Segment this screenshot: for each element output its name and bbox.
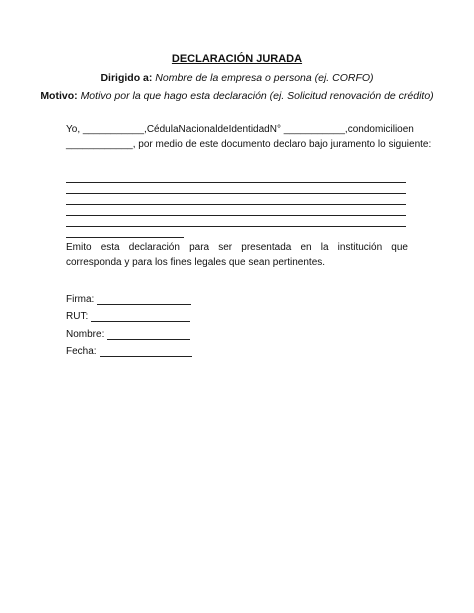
addressee-label: Dirigido a: xyxy=(100,72,153,84)
nombre-label: Nombre: xyxy=(66,328,105,340)
firma-label: Firma: xyxy=(66,293,95,305)
intro-line-1 xyxy=(66,122,414,137)
rut-label: RUT: xyxy=(66,311,89,322)
rut-field xyxy=(66,305,192,323)
fecha-blank[interactable] xyxy=(100,346,192,357)
intro-word: domicilio xyxy=(363,124,403,135)
intro-line-2: ____________, por medio de este documento declaro bajo juramento lo siguiente: xyxy=(66,139,432,150)
fecha-field xyxy=(66,340,192,358)
intro-word: N° ___________, xyxy=(269,124,348,135)
declaration-line[interactable] xyxy=(66,183,406,194)
nombre-blank[interactable] xyxy=(107,329,190,340)
intro-word: de xyxy=(217,124,229,135)
closing-paragraph: Emito esta declaración para ser presentada en la institución que corresponda y para los fines legales que sean pertinentes. xyxy=(66,242,408,268)
intro-word: con xyxy=(347,124,364,135)
signature-fields xyxy=(66,287,192,357)
addressee-line xyxy=(0,72,474,84)
declaration-line[interactable] xyxy=(66,205,406,216)
addressee-value: Nombre de la empresa o persona (ej. CORFO) xyxy=(155,72,374,84)
document-title: DECLARACIÓN JURADA xyxy=(171,53,303,65)
motive-label: Motivo: xyxy=(40,90,78,102)
firma-field xyxy=(66,287,192,305)
intro-word: Identidad xyxy=(228,124,270,135)
firma-blank[interactable] xyxy=(97,294,191,305)
declaration-line[interactable] xyxy=(66,227,184,238)
rut-blank[interactable] xyxy=(91,311,190,322)
fecha-label: Fecha: xyxy=(66,346,97,357)
intro-word: Nacional xyxy=(178,124,218,135)
intro-word: Cédula xyxy=(146,124,179,135)
motive-line xyxy=(0,90,474,102)
declaration-line[interactable] xyxy=(66,172,406,183)
declaration-lines xyxy=(66,172,406,238)
motive-value: Motivo por la que hago esta declaración (ej. Solicitud renovación de crédito) xyxy=(80,90,434,102)
intro-word: en xyxy=(402,124,414,135)
declaration-line[interactable] xyxy=(66,216,406,227)
intro-paragraph xyxy=(66,122,432,152)
intro-word: Yo, ___________, xyxy=(66,124,147,135)
declaration-line[interactable] xyxy=(66,194,406,205)
nombre-field xyxy=(66,322,192,340)
